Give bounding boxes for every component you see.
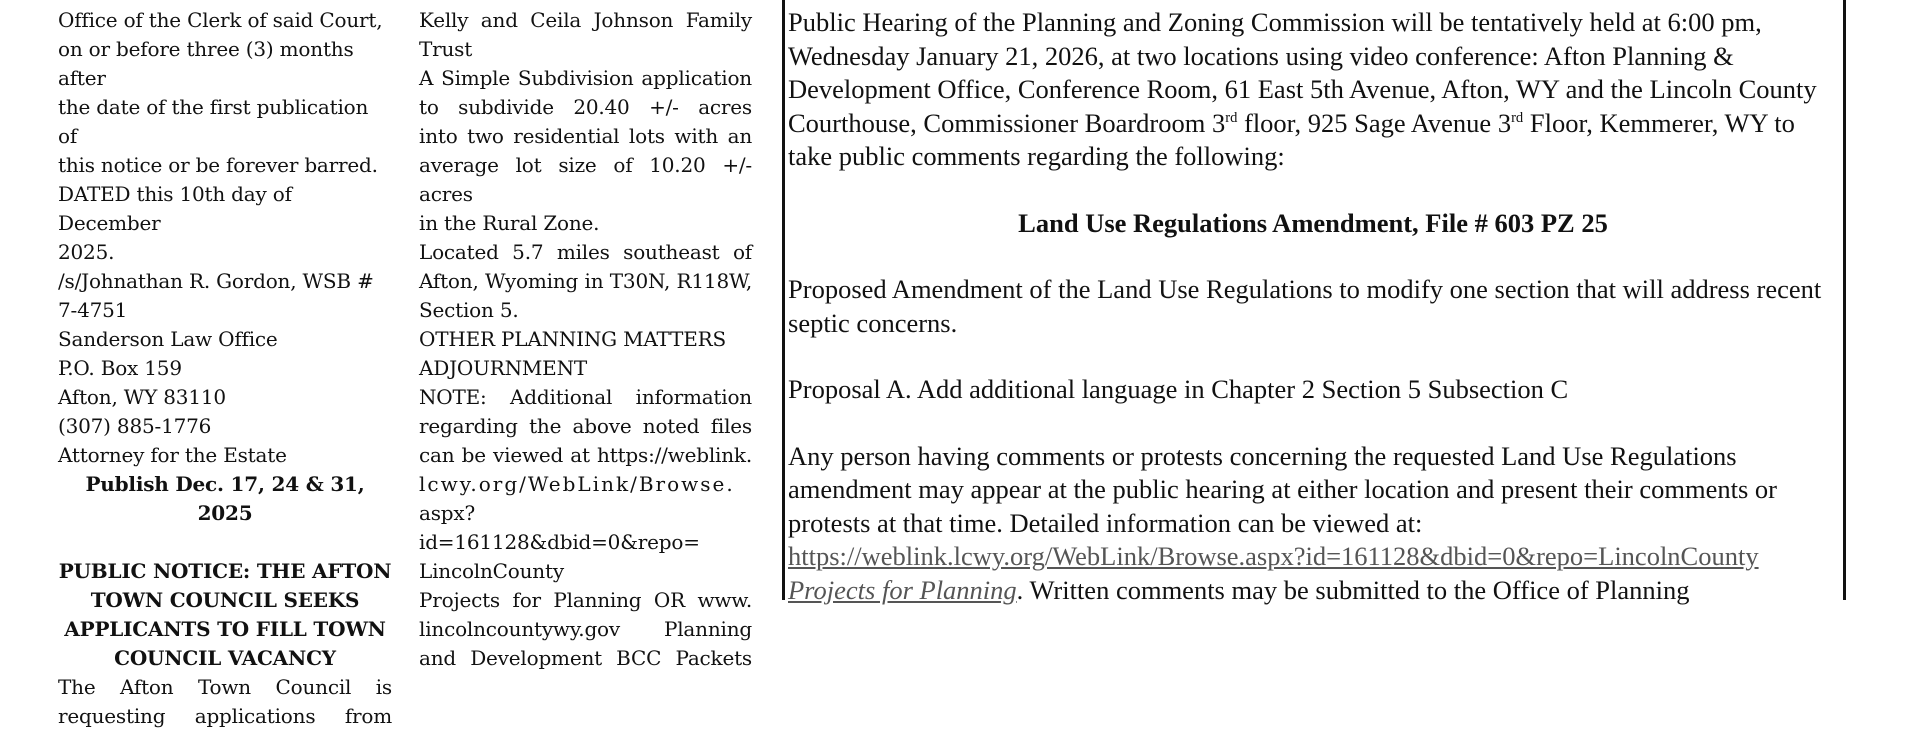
notice-heading-line: PUBLIC NOTICE: THE AFTON <box>58 559 392 583</box>
text-line: lincolncountywy.gov Planning <box>419 617 752 641</box>
text-line: in the Rural Zone. <box>419 211 600 235</box>
text-line: 2025. <box>58 240 115 264</box>
text-line: to subdivide 20.40 +/- acres <box>419 95 752 119</box>
text-line: and Development BCC Packets <box>419 646 752 670</box>
text-line: DATED this 10th day of December <box>58 182 292 235</box>
comments-text: Any person having comments or protests concerning the requested Land Use Regulations amendment may appear at the public hearing at either location and present their comments or protests at that time. Detailed information can be viewed at: <box>788 440 1777 538</box>
text-line: into two residential lots with an <box>419 124 752 148</box>
text-line: Kelly and Ceila Johnson Family <box>419 8 752 32</box>
text-line: OTHER PLANNING MATTERS <box>419 327 726 351</box>
notice-heading-line: COUNCIL VACANCY <box>114 646 336 670</box>
intro-text: Public Hearing of the Planning and Zoning Commission will be tentatively held at 6:00 pm, Wednesday January 21, 2026, at two locations using video conference: Afton Planning & Development Office, Conference Room, 61 East 5th Avenue, Afton, WY and the Lincoln County Courthouse, Commissioner Boardroom 3 <box>788 7 1817 138</box>
notice-heading-line: TOWN COUNCIL SEEKS <box>90 588 360 612</box>
text-line: requesting applications from <box>58 704 392 728</box>
text-line: The Afton Town Council is <box>58 675 392 699</box>
column-planning-agenda <box>419 0 752 670</box>
text-line: lcwy.org/WebLink/Browse. <box>419 472 735 496</box>
hearing-intro <box>788 6 1838 174</box>
ordinal-suffix: rd <box>1511 109 1524 126</box>
text-line: ADJOURNMENT <box>419 356 588 380</box>
text-line: P.O. Box 159 <box>58 356 182 380</box>
text-line: Sanderson Law Office <box>58 327 278 351</box>
text-line: aspx?id=161128&dbid=0&repo= <box>419 501 700 554</box>
text-line: NOTE: Additional information <box>419 385 752 409</box>
intro-text: Floor, Kemmerer, WY to take public comments regarding the following: <box>788 107 1795 171</box>
proposal-a: Proposal A. Add additional language in Chapter 2 Section 5 Subsection C <box>788 374 1569 404</box>
column-public-hearing-notice <box>782 0 1846 605</box>
text-line: Office of the Clerk of said Court, <box>58 8 383 32</box>
text-line: the date of the first publication of <box>58 95 369 148</box>
publish-dates: Publish Dec. 17, 24 & 31, 2025 <box>85 472 365 525</box>
comments-tail: . Written comments may be submitted to the Office of Planning <box>1016 574 1690 605</box>
comments-paragraph <box>788 440 1838 608</box>
amendment-title: Land Use Regulations Amendment, File # 603 PZ 25 <box>1018 207 1608 238</box>
projects-for-planning-link[interactable]: Projects for Planning <box>788 574 1017 605</box>
text-line: regarding the above noted files <box>419 414 752 438</box>
notice-heading-line: APPLICANTS TO FILL TOWN <box>64 617 386 641</box>
text-line: Afton, WY 83110 <box>58 385 226 409</box>
text-line: on or before three (3) months after <box>58 37 354 90</box>
text-line: (307) 885-1776 <box>58 414 212 438</box>
weblink-url[interactable]: https://weblink.lcwy.org/WebLink/Browse.aspx?id=161128&dbid=0&repo=LincolnCounty <box>788 541 1759 571</box>
text-line: Afton, Wyoming in T30N, R118W, <box>419 269 752 293</box>
proposed-amendment: Proposed Amendment of the Land Use Regulations to modify one section that will address recent septic concerns. <box>788 274 1822 338</box>
column-estate-notice <box>58 0 392 728</box>
text-line: average lot size of 10.20 +/- acres <box>419 153 752 206</box>
text-line: LincolnCounty <box>419 559 564 583</box>
text-line: Located 5.7 miles southeast of <box>419 240 752 264</box>
text-line: A Simple Subdivision application <box>419 66 752 90</box>
text-line: Attorney for the Estate <box>58 443 287 467</box>
text-line: 7-4751 <box>58 298 128 322</box>
intro-text: floor, 925 Sage Avenue 3 <box>1237 107 1512 138</box>
text-line: Trust <box>419 37 473 61</box>
text-line: can be viewed at https://weblink. <box>419 443 752 467</box>
text-line: Projects for Planning OR www. <box>419 588 752 612</box>
text-line: /s/Johnathan R. Gordon, WSB # <box>58 269 374 293</box>
text-line: this notice or be forever barred. <box>58 153 378 177</box>
text-line: Section 5. <box>419 298 519 322</box>
ordinal-suffix: rd <box>1225 109 1238 126</box>
